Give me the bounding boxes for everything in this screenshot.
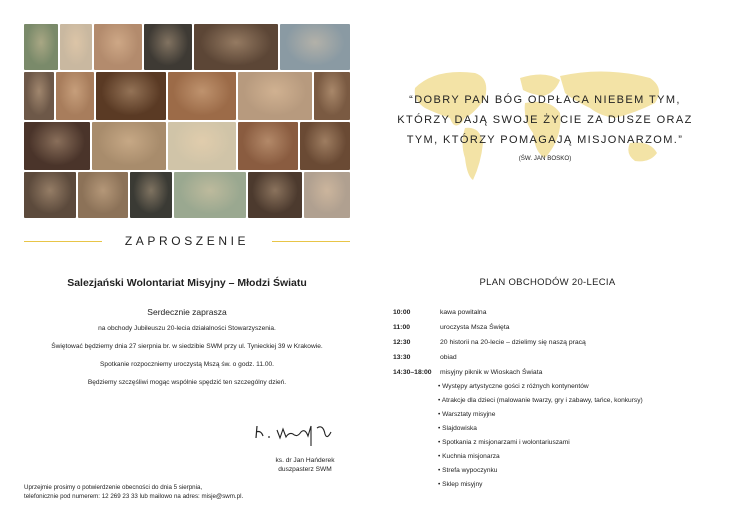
schedule-time: 12:30 (393, 339, 411, 346)
collage-photo (56, 72, 94, 120)
quote-author: (ŚW. JAN BOSKO) (518, 155, 572, 162)
invitation-paragraph: Spotkanie rozpoczniemy uroczystą Mszą św. o godz. 11.00. (100, 361, 274, 368)
greeting: Serdecznie zaprasza (147, 307, 227, 317)
schedule-item: 20 historii na 20-lecie – dzielimy się naszą pracą (440, 339, 586, 346)
collage-photo (78, 172, 128, 218)
schedule-item: obiad (440, 354, 457, 361)
collage-photo (24, 72, 54, 120)
schedule-item: uroczysta Msza Święta (440, 324, 510, 331)
collage-photo (130, 172, 172, 218)
rsvp-note: Uprzejmie prosimy o potwierdzenie obecności do dnia 5 sierpnia, (24, 484, 203, 491)
schedule-time: 11:00 (393, 324, 411, 331)
collage-photo (314, 72, 350, 120)
collage-photo (174, 172, 246, 218)
invitation-paragraph: Świętować będziemy dnia 27 sierpnia br. w siedzibie SWM przy ul. Tynieckiej 39 w Krakowie. (51, 343, 323, 350)
activity-item: • Kuchnia misjonarza (438, 453, 500, 460)
schedule-item: kawa powitalna (440, 309, 487, 316)
collage-photo (96, 72, 166, 120)
activity-item: • Występy artystyczne gości z różnych kontynentów (438, 383, 589, 390)
collage-photo (194, 24, 278, 70)
organization-name: Salezjański Wolontariat Misyjny – Młodzi Światu (67, 277, 307, 289)
collage-photo (60, 24, 92, 70)
invitation-paragraph: Będziemy szczęśliwi mogąc wspólnie spędzić ten szczególny dzień. (87, 379, 287, 386)
invitation-paragraph: na obchody Jubileuszu 20-lecia działalności Stowarzyszenia. (98, 325, 276, 332)
activity-item: • Strefa wypoczynku (438, 467, 498, 474)
quote-line: TYM, KTÓRZY POMAGAJĄ MISJONARZOM.” (406, 134, 684, 146)
collage-photo (248, 172, 302, 218)
activity-item: • Slajdowiska (438, 425, 477, 432)
heading-rule-right (272, 241, 350, 242)
signature-graphic (253, 418, 353, 448)
collage-photo (168, 122, 236, 170)
collage-photo (238, 72, 312, 120)
activity-item: • Sklep misyjny (438, 481, 483, 488)
schedule-time: 14:30–18:00 (393, 369, 432, 376)
signer-name: ks. dr Jan Hańderek (275, 457, 335, 464)
collage-photo (238, 122, 298, 170)
rsvp-contact: telefonicznie pod numerem: 12 269 23 33 lub mailowo na adres: misje@swm.pl. (24, 493, 244, 500)
collage-photo (24, 172, 76, 218)
plan-title: PLAN OBCHODÓW 20-LECIA (479, 277, 616, 288)
collage-photo (168, 72, 236, 120)
collage-photo (94, 24, 142, 70)
invitation-heading (24, 234, 350, 250)
collage-photo (92, 122, 166, 170)
schedule-time: 13:30 (393, 354, 411, 361)
collage-photo (300, 122, 350, 170)
schedule-time: 10:00 (393, 309, 411, 316)
quote-line: KTÓRZY DAJĄ SWOJE ŻYCIE ZA DUSZE ORAZ (397, 114, 693, 126)
activity-item: • Warsztaty misyjne (438, 411, 496, 418)
collage-photo (304, 172, 350, 218)
activity-item: • Atrakcje dla dzieci (malowanie twarzy, gry i zabawy, tańce, konkursy) (438, 397, 643, 404)
collage-photo (24, 122, 90, 170)
quote-line: “DOBRY PAN BÓG ODPŁACA NIEBEM TYM, (409, 94, 681, 106)
collage-photo (24, 24, 58, 70)
photo-collage (24, 24, 350, 218)
collage-photo (144, 24, 192, 70)
activity-item: • Spotkania z misjonarzami i wolontariuszami (438, 439, 570, 446)
schedule-item: misyjny piknik w Wioskach Świata (440, 369, 543, 376)
invitation-title: ZAPROSZENIE (124, 234, 250, 248)
signer-role: duszpasterz SWM (278, 466, 332, 473)
collage-photo (280, 24, 350, 70)
